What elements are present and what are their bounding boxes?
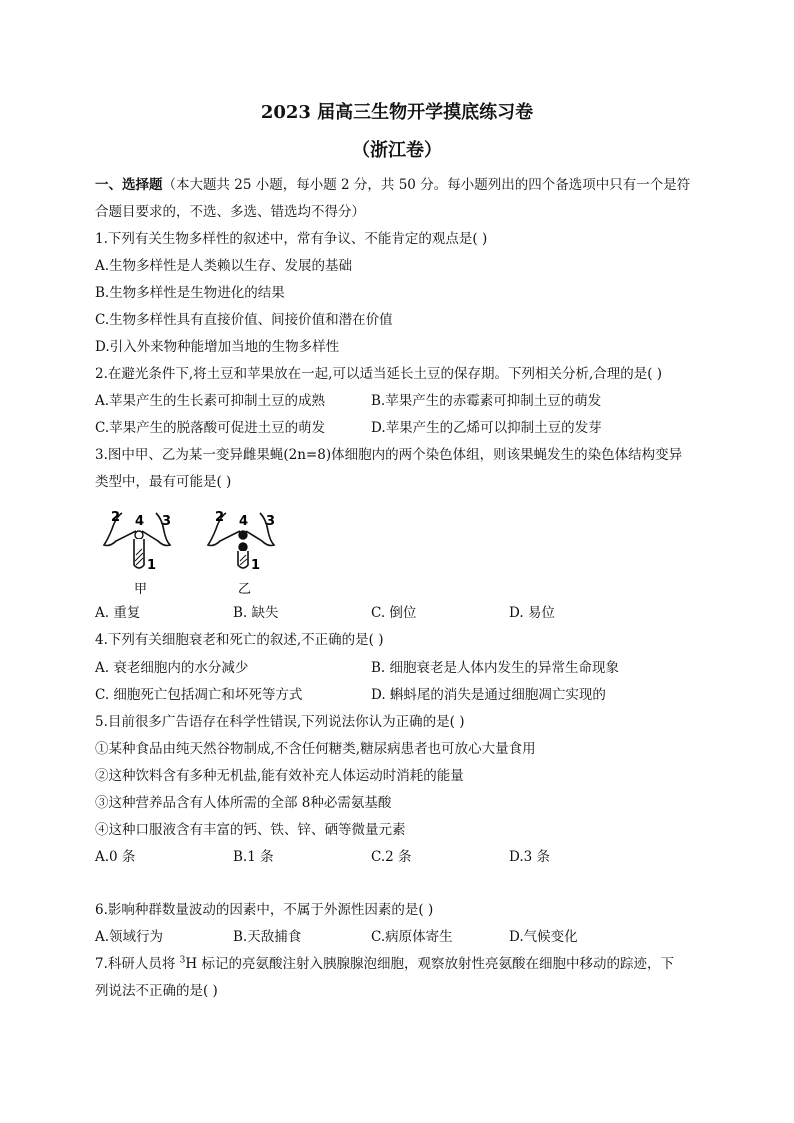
question-7-stem [95,955,674,973]
section-description: （本大题共 25 小题，每小题 2 分，共 50 分。每小题列出的四个备选项中只有一个是符 [162,177,691,193]
question-7-stem-pre: 7.科研人员将 [95,956,180,972]
question-4-option-c: C. 细胞死亡包括凋亡和坏死等方式 [95,687,303,703]
question-4-option-a: A. 衰老细胞内的水分减少 [95,660,249,676]
question-1-stem: 1.下列有关生物多样性的叙述中，常有争议、不能肯定的观点是( ) [95,231,488,247]
question-5-statement-4: ④这种口服液含有丰富的钙、铁、锌、硒等微量元素 [95,822,406,838]
question-4-option-b: B. 细胞衰老是人体内发生的异常生命现象 [371,660,620,676]
question-7-stem-post: H 标记的亮氨酸注射入胰腺腺泡细胞，观察放射性亮氨酸在细胞中移动的踪迹，下 [185,956,674,972]
section-heading [95,176,690,194]
question-2-option-c: C.苹果产生的脱落酸可促进土豆的萌发 [95,420,326,436]
question-4-stem: 4.下列有关细胞衰老和死亡的叙述,不正确的是( ) [95,632,384,648]
question-5-option-c: C.2 条 [371,849,412,865]
question-3-option-a: A. 重复 [95,605,141,621]
question-1-option-c: C.生物多样性具有直接价值、间接价值和潜在价值 [95,312,393,328]
label-4: 4 [135,514,145,529]
question-2-option-a: A.苹果产生的生长素可抑制土豆的成熟 [95,393,326,409]
isotope-superscript: 3 [179,955,186,966]
label-1: 1 [147,558,157,573]
question-1-option-d: D.引入外来物种能增加当地的生物多样性 [95,339,340,355]
question-3-option-c: C. 倒位 [371,605,417,621]
page-title: 2023 届高三生物开学摸底练习卷 [260,102,534,123]
figure-label-jia: 甲 [134,582,148,597]
question-3-option-d: D. 易位 [509,605,555,621]
chromosome-figure [100,505,290,601]
label-2: 2 [215,510,225,525]
question-4-option-d: D. 蝌蚪尾的消失是通过细胞凋亡实现的 [371,687,606,703]
label-3: 3 [266,514,276,529]
question-5-statement-1: ①某种食品由纯天然谷物制成,不含任何糖类,糖尿病患者也可放心大量食用 [95,741,536,757]
chromosome-set-yi [208,510,275,597]
question-5-option-a: A.0 条 [95,849,136,865]
question-5-statement-2: ②这种饮料含有多种无机盐,能有效补充人体运动时消耗的能量 [95,768,464,784]
question-5-stem: 5.目前很多广告语存在科学性错误,下列说法你认为正确的是( ) [95,714,465,730]
question-6-option-d: D.气候变化 [509,929,578,945]
question-5-statement-3: ③这种营养品含有人体所需的全部 8种必需氨基酸 [95,795,392,811]
page-subtitle: （浙江卷） [352,140,442,161]
label-4: 4 [239,514,249,529]
question-2-option-b: B.苹果产生的赤霉素可抑制土豆的萌发 [371,393,602,409]
question-1-option-b: B.生物多样性是生物进化的结果 [95,285,285,301]
question-3-stem-cont: 类型中，最有可能是( ) [95,474,232,490]
label-3: 3 [162,514,172,529]
question-2-stem: 2.在避光条件下,将土豆和苹果放在一起,可以适当延长土豆的保存期。下列相关分析,合理的是( ) [95,366,663,382]
question-6-option-a: A.领域行为 [95,929,164,945]
question-7-stem-cont: 列说法不正确的是( ) [95,983,218,999]
section-description-cont: 合题目要求的，不选、多选、错选均不得分） [95,204,365,220]
question-6-option-b: B.天敌捕食 [233,929,302,945]
question-6-stem: 6.影响种群数量波动的因素中，不属于外源性因素的是( ) [95,902,434,918]
question-5-option-d: D.3 条 [509,849,551,865]
chromosome-set-jia [104,510,171,597]
question-3-stem: 3.图中甲、乙为某一变异雌果蝇(2n=8)体细胞内的两个染色体组，则该果蝇发生的染色体结构变异 [95,447,683,463]
question-2-option-d: D.苹果产生的乙烯可以抑制土豆的发芽 [371,420,602,436]
question-5-option-b: B.1 条 [233,849,274,865]
label-2: 2 [111,510,121,525]
figure-label-yi: 乙 [238,582,252,597]
question-1-option-a: A.生物多样性是人类赖以生存、发展的基础 [95,258,353,274]
question-3-option-b: B. 缺失 [233,605,279,621]
question-6-option-c: C.病原体寄生 [371,929,453,945]
section-label: 一、选择题 [95,177,163,193]
label-1: 1 [251,558,261,573]
